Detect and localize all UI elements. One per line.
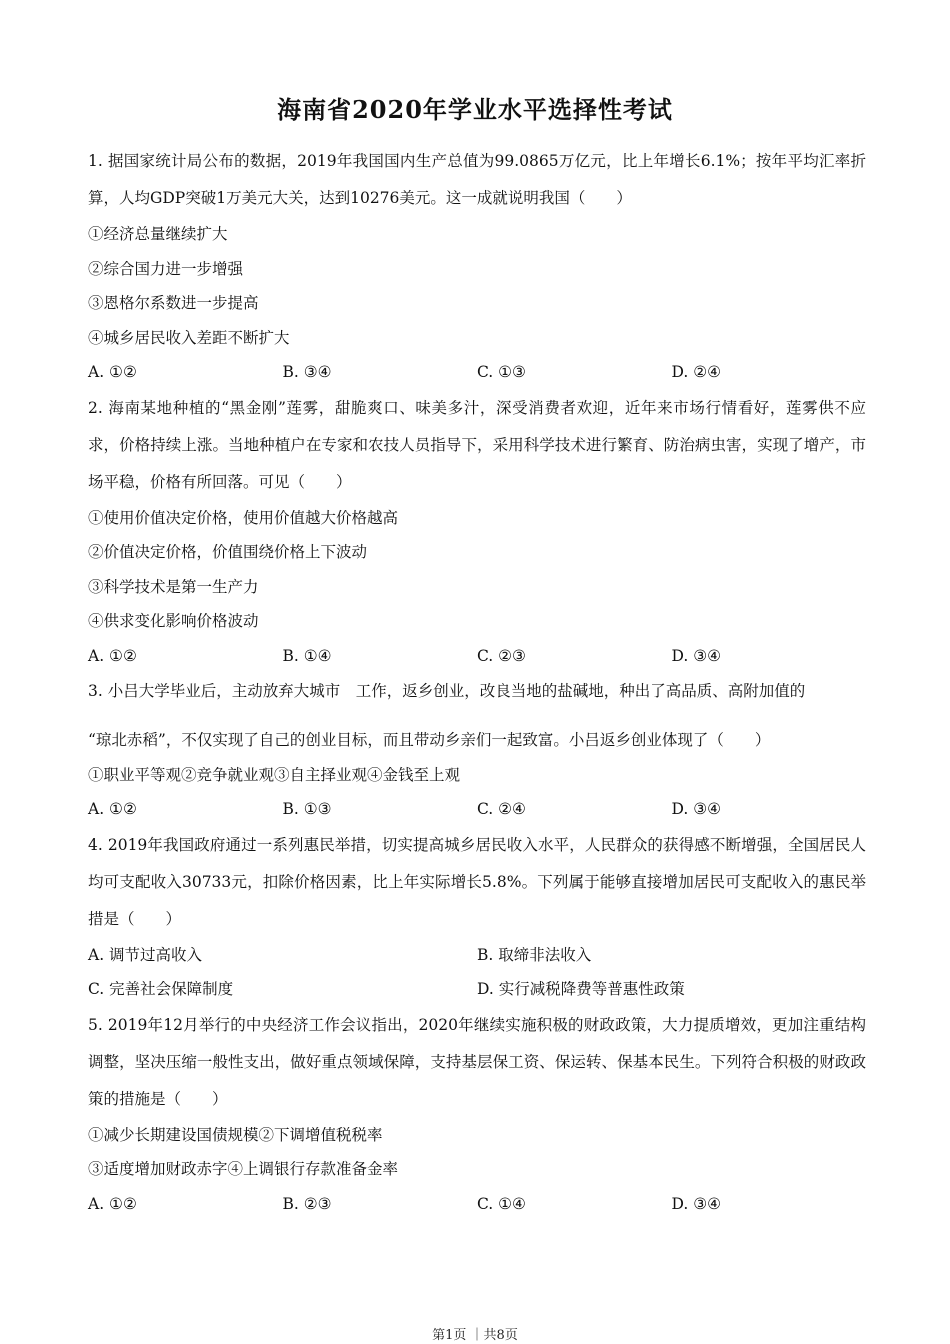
option-d[interactable]: D. ③④ [671,646,722,665]
option-b[interactable]: B. 取缔非法收入 [477,945,592,964]
statement: ④城乡居民收入差距不断扩大 [88,328,290,347]
option-d[interactable]: D. ②④ [671,363,722,381]
option-b[interactable]: B. ②③ [282,1194,332,1213]
statement: ③恩格尔系数进一步提高 [88,294,259,312]
answer-options [88,355,866,390]
option-b[interactable]: B. ③④ [282,363,332,381]
option-b[interactable]: B. ①④ [282,646,332,665]
option-c[interactable]: C. ①④ [477,1194,526,1213]
statement: ①职业平等观②竞争就业观③自主择业观④金钱至上观 [88,765,461,784]
statement: ①经济总量继续扩大 [88,225,228,243]
question-4 [88,827,866,1007]
statement: ②综合国力进一步增强 [88,259,244,278]
question-stem: 2. 海南某地种植的“黑金刚”莲雾，甜脆爽口、味美多汁，深受消费者欢迎，近年来市场行情看好，莲雾供不应求，价格持续上涨。当地种植户在专家和农技人员指导下，采用科学技术进行繁育、防治病虫害，实现了增产，市场平稳，价格有所回落。可见（ ） [88,398,866,491]
question-2 [88,390,866,674]
answer-options-row-2 [88,972,866,1007]
exam-content [88,143,866,1221]
question-stem: 1. 据国家统计局公布的数据，2019年我国国内生产总值为99.0865万亿元，比上年增长6.1%；按年平均汇率折算，人均GDP突破1万美元大关，达到10276美元。这一成就说明我国（ ） [88,152,866,207]
question-stem-line-2: “琼北赤稻”，不仅实现了自己的创业目标，而且带动乡亲们一起致富。小吕返乡创业体现了（ ） [88,731,771,749]
question-stem-line-1: 3. 小吕大学毕业后，主动放弃大城市 工作，返乡创业，改良当地的盐碱地，种出了高品质、高附加值的 [88,682,806,700]
question-5 [88,1007,866,1222]
answer-options-row-1 [88,938,866,973]
option-c[interactable]: C. ②④ [477,800,526,818]
statement: ③适度增加财政赤字④上调银行存款准备金率 [88,1160,399,1178]
answer-options [88,1187,866,1222]
question-stem: 4. 2019年我国政府通过一系列惠民举措，切实提高城乡居民收入水平，人民群众的获得感不断增强，全国居民人均可支配收入30733元，扣除价格因素，比上年实际增长5.8%。下列属于能够直接增加居民可支配收入的惠民举措是（ ） [88,835,866,928]
option-d[interactable]: D. ③④ [671,800,722,818]
option-a[interactable]: A. ①② [88,800,137,818]
exam-title: 海南省2020年学业水平选择性考试 [277,95,673,124]
option-a[interactable]: A. ①② [88,646,137,665]
page-footer: 第1页 ｜共8页 [432,1328,518,1343]
question-1 [88,143,866,390]
stem-gap [88,709,866,723]
answer-options [88,639,866,674]
statement: ④供求变化影响价格波动 [88,612,259,630]
option-a[interactable]: A. ①② [88,1194,137,1213]
statement: ①减少长期建设国债规模②下调增值税税率 [88,1125,383,1144]
option-c[interactable]: C. 完善社会保障制度 [88,980,234,998]
answer-options [88,792,866,827]
option-a[interactable]: A. ①② [88,363,137,381]
statement: ③科学技术是第一生产力 [88,577,259,596]
question-stem: 5. 2019年12月举行的中央经济工作会议指出，2020年继续实施积极的财政政策，大力提质增效，更加注重结构调整，坚决压缩一般性支出，做好重点领域保障，支持基层保工资、保运转、保基本民生。下列符合积极的财政政策的措施是（ ） [88,1015,866,1108]
statement: ①使用价值决定价格，使用价值越大价格越高 [88,508,399,527]
statement: ②价值决定价格，价值围绕价格上下波动 [88,543,368,561]
option-d[interactable]: D. 实行减税降费等普惠性政策 [477,980,685,998]
option-b[interactable]: B. ①③ [282,800,332,818]
option-a[interactable]: A. 调节过高收入 [88,945,203,964]
option-c[interactable]: C. ①③ [477,363,526,381]
question-3 [88,673,866,827]
option-c[interactable]: C. ②③ [477,646,526,665]
option-d[interactable]: D. ③④ [671,1194,722,1213]
